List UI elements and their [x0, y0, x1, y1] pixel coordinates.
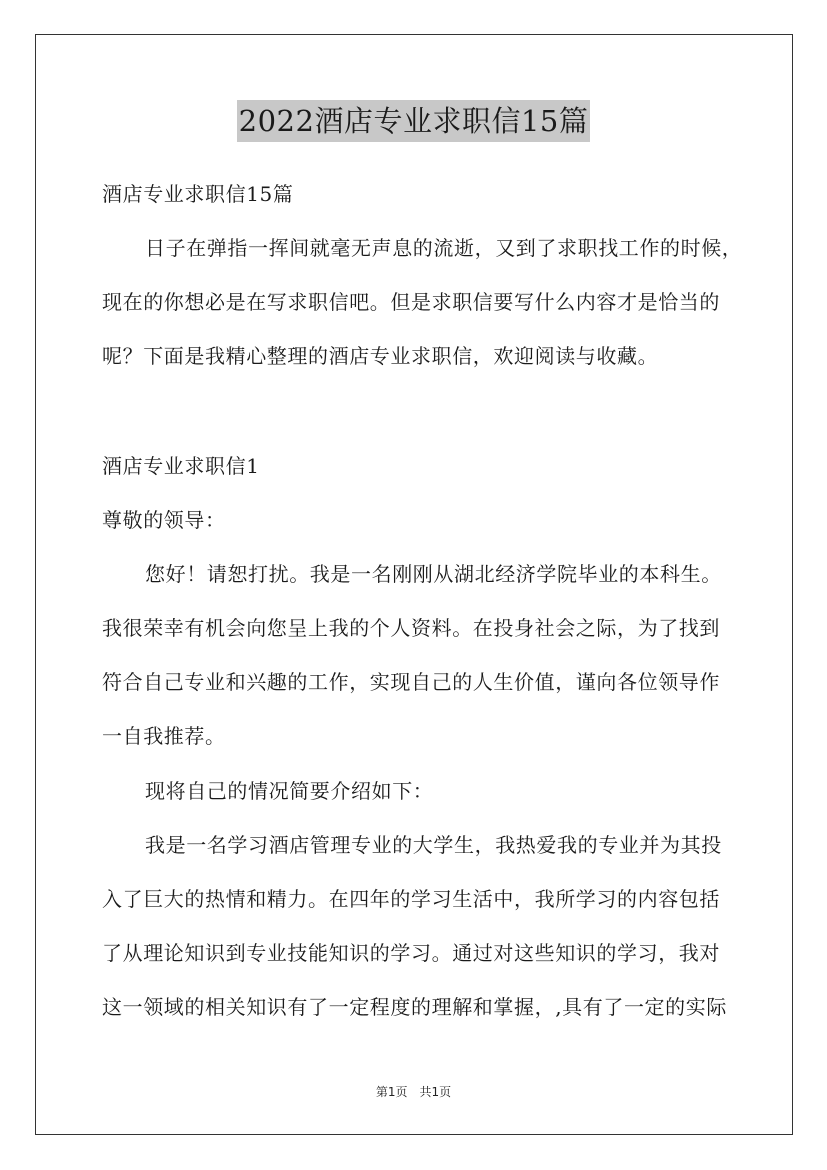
salutation: 尊敬的领导：: [102, 508, 226, 532]
intro-line: 呢？下面是我精心整理的酒店专业求职信，欢迎阅读与收藏。: [102, 344, 659, 368]
paragraph-line: 您好！请恕打扰。我是一名刚刚从湖北经济学院毕业的本科生。: [145, 562, 722, 586]
paragraph-line: 这一领域的相关知识有了一定程度的理解和掌握，,具有了一定的实际: [102, 995, 727, 1019]
section-heading: 酒店专业求职信1: [102, 454, 260, 478]
paragraph-line: 了从理论知识到专业技能知识的学习。通过对这些知识的学习，我对: [102, 941, 720, 965]
paragraph-line: 我很荣幸有机会向您呈上我的个人资料。在投身社会之际，为了找到: [102, 616, 720, 640]
document-title: 2022酒店专业求职信15篇: [237, 100, 591, 142]
paragraph-line: 我是一名学习酒店管理专业的大学生，我热爱我的专业并为其投: [145, 833, 722, 857]
page-number: 第1页 共1页: [375, 1085, 452, 1099]
paragraph-line: 入了巨大的热情和精力。在四年的学习生活中，我所学习的内容包括: [102, 887, 720, 911]
paragraph-line: 一自我推荐。: [102, 724, 226, 748]
title-container: [0, 100, 827, 142]
subtitle: 酒店专业求职信15篇: [102, 182, 294, 206]
intro-line: 日子在弹指一挥间就毫无声息的流逝，又到了求职找工作的时候，: [145, 236, 743, 260]
paragraph-line: 符合自己专业和兴趣的工作，实现自己的人生价值，谨向各位领导作: [102, 670, 720, 694]
intro-line: 现在的你想必是在写求职信吧。但是求职信要写什么内容才是恰当的: [102, 290, 720, 314]
paragraph-line: 现将自己的情况简要介绍如下：: [145, 779, 434, 803]
